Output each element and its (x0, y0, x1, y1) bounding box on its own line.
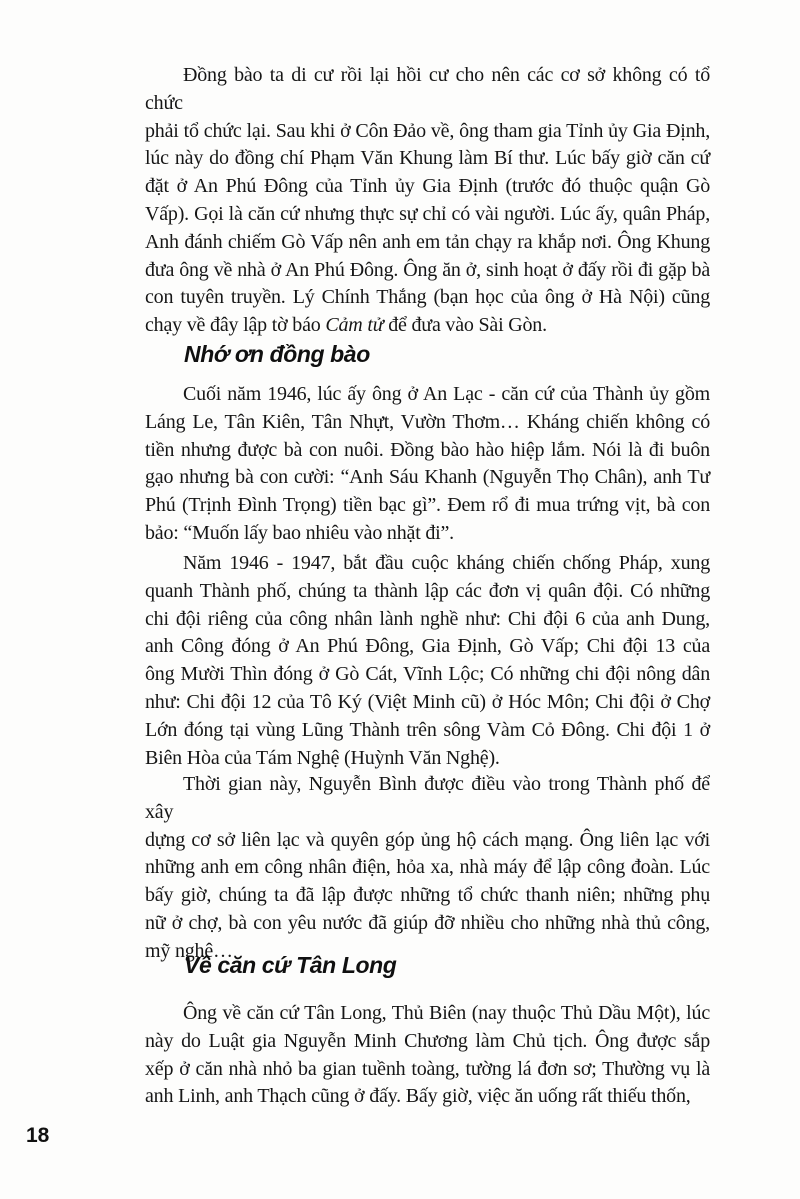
text-line (145, 312, 710, 340)
text-line: Năm 1946 - 1947, bắt đầu cuộc kháng chiến chống Pháp, xung (183, 552, 710, 574)
text-line: xếp ở căn nhà nhỏ ba gian tuềnh toàng, tường lá đơn sơ; Thường vụ là (145, 1057, 710, 1080)
text-line: Biên Hòa của Tám Nghệ (Huỳnh Văn Nghệ). (145, 746, 500, 769)
text-line: Ông về căn cứ Tân Long, Thủ Biên (nay thuộc Thủ Dầu Một), lúc (183, 1002, 710, 1024)
section-heading-ve-can-cu-tan-long: Về căn cứ Tân Long (184, 952, 397, 978)
text-line: Phú (Trịnh Đình Trọng) tiền bạc gì”. Đem rổ đi mua trứng vịt, bà con (145, 494, 710, 517)
text-segment: chạy về đây lập tờ báo (145, 314, 326, 337)
text-line: nữ ở chợ, bà con yêu nước đã giúp đỡ nhiều cho những nhà thủ công, (145, 911, 710, 934)
text-line: quanh Thành phố, chúng ta thành lập các đơn vị quân đội. Có những (145, 579, 710, 602)
text-line: như: Chi đội 12 của Tô Ký (Việt Minh cũ) ở Hóc Môn; Chi đội ở Chợ (145, 690, 710, 713)
text-line: anh Công đóng ở An Phú Đông, Gia Định, Gò Vấp; Chi đội 13 của (145, 635, 710, 658)
text-line: tiền nhưng được bà con nuôi. Đồng bào hào hiệp lắm. Nói là đi buôn (145, 438, 710, 461)
text-line: ông Mười Thìn đóng ở Gò Cát, Vĩnh Lộc; Có những chi đội nông dân (145, 663, 710, 686)
text-line: phải tổ chức lại. Sau khi ở Côn Đảo về, ông tham gia Tỉnh ủy Gia Định, (145, 119, 710, 142)
text-line: con tuyên truyền. Lý Chính Thắng (bạn học của ông ở Hà Nội) cũng (145, 286, 710, 309)
text-line: lúc này do đồng chí Phạm Văn Khung làm Bí thư. Lúc bấy giờ căn cứ (145, 147, 710, 170)
text-line: đưa ông về nhà ở An Phú Đông. Ông ăn ở, sinh hoạt ở đấy rồi đi gặp bà (145, 258, 710, 281)
text-line: chi đội riêng của công nhân lành nghề như: Chi đội 6 của anh Dung, (145, 607, 710, 630)
text-line: gạo nhưng bà con cười: “Anh Sáu Khanh (Nguyễn Thọ Chân), anh Tư (145, 466, 710, 489)
text-line: Vấp). Gọi là căn cứ nhưng thực sự chỉ có vài người. Lúc ấy, quân Pháp, (145, 202, 710, 225)
paragraph-resettlement (145, 62, 710, 340)
page-number: 18 (26, 1124, 50, 1147)
section-heading-nho-on-dong-bao: Nhớ ơn đồng bào (184, 341, 370, 367)
text-line: mỹ nghệ… (145, 939, 233, 962)
text-line: những anh em công nhân điện, hỏa xa, nhà máy để lập công đoàn. Lúc (145, 856, 710, 879)
paragraph-chi-doi (145, 550, 710, 772)
text-line: bấy giờ, chúng ta đã lập được những tổ chức thanh niên; những phụ (145, 884, 710, 907)
text-line: Láng Le, Tân Kiên, Tân Nhựt, Vườn Thơm… Kháng chiến không có (145, 410, 710, 433)
text-line: Thời gian này, Nguyễn Bình được điều vào trong Thành phố để xây (145, 773, 710, 823)
paragraph-an-lac (145, 381, 710, 548)
paragraph-tan-long (145, 1000, 710, 1111)
text-line: anh Linh, anh Thạch cũng ở đấy. Bấy giờ, việc ăn uống rất thiếu thốn, (145, 1085, 691, 1108)
text-line: Lớn đóng tại vùng Lũng Thành trên sông Vàm Cỏ Đông. Chi đội 1 ở (145, 718, 710, 741)
text-line: đặt ở An Phú Đông của Tỉnh ủy Gia Định (trước đó thuộc quận Gò (145, 175, 710, 198)
text-line: này do Luật gia Nguyễn Minh Chương làm Chủ tịch. Ông được sắp (145, 1029, 710, 1052)
text-line: bảo: “Muốn lấy bao nhiêu vào nhặt đi”. (145, 521, 454, 544)
paragraph-nguyen-binh (145, 771, 710, 966)
text-line: Anh đánh chiếm Gò Vấp nên anh em tản chạy ra khắp nơi. Ông Khung (145, 230, 710, 253)
text-segment: để đưa vào Sài Gòn. (383, 314, 547, 337)
text-line: dựng cơ sở liên lạc và quyên góp ủng hộ cách mạng. Ông liên lạc với (145, 828, 710, 851)
text-line: Cuối năm 1946, lúc ấy ông ở An Lạc - căn cứ của Thành ủy gồm (183, 383, 710, 405)
text-line: Đồng bào ta di cư rồi lại hồi cư cho nên các cơ sở không có tổ chức (145, 64, 710, 114)
italic-title-segment: Cảm tử (325, 314, 384, 337)
